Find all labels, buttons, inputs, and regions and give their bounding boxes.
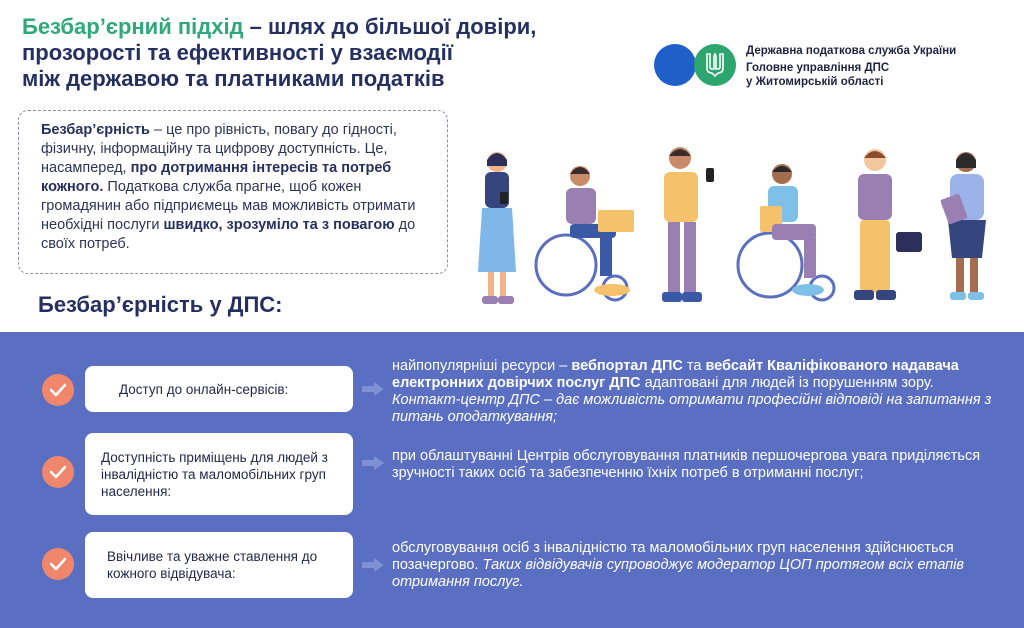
row1-desc-italic: Контакт-центр ДПС – дає можливість отримати професійні відповіді на запитання з питань оподаткування; <box>392 392 992 425</box>
person-woman-blue-dress <box>478 152 516 304</box>
person-man-briefcase <box>854 149 922 300</box>
row1-check-icon <box>42 374 74 406</box>
row2-label: Доступність приміщень для людей з інвалідністю та маломобільних груп населення: <box>101 449 328 499</box>
row3-label: Ввічливе та уважне ставлення до кожного відвідувача: <box>107 549 318 581</box>
row3-desc-italic: Таких відвідувачів супроводжує модератор ЦОП протягом всіх етапів отримання послуг. <box>392 557 964 590</box>
row1-description <box>392 358 992 426</box>
logo-blue-circle <box>654 44 696 86</box>
organization-name <box>746 44 956 89</box>
person-man-phone <box>662 147 714 302</box>
title-accent: Безбар’єрний підхід <box>22 14 244 39</box>
row3-arrow-icon <box>362 558 384 572</box>
row2-check-icon <box>42 456 74 488</box>
row2-arrow-icon <box>362 456 384 470</box>
row3-description <box>392 540 992 591</box>
row1-desc-bold-2: вебсайт Кваліфікованого надавача електронних довірчих послуг ДПС <box>392 358 959 391</box>
title-line2: прозорості та ефективності у взаємодії <box>22 40 453 65</box>
logo-line1: Державна податкова служба України <box>746 45 957 57</box>
logo-line2: Головне управління ДПС <box>746 62 890 74</box>
section-title: Безбар’єрність у ДПС: <box>38 292 283 317</box>
row1-label: Доступ до онлайн-сервісів: <box>119 381 289 397</box>
intro-bold-3: швидко, зрозуміло та з повагою <box>163 217 395 233</box>
row3-desc-1: обслуговування осіб з інвалідністю та маломобільних груп населення здійснюється позачергово. <box>392 540 954 573</box>
row1-arrow-icon <box>362 382 384 396</box>
row2-desc-1: при облаштуванні Центрів обслуговування платників першочергова увага приділяється зручності таких осіб та забезпеченню їхніх потреб в отриманні послуг; <box>392 448 981 481</box>
row3-check-icon <box>42 548 74 580</box>
row1-desc-3: адаптовані для людей із порушенням зору. <box>640 375 934 391</box>
intro-text-3: до своїх потреб. <box>41 217 416 252</box>
title-rest: – шлях до більшої довіри, <box>243 14 537 39</box>
intro-box <box>18 110 448 274</box>
person-wheelchair-laptop <box>536 166 634 300</box>
organization-logo <box>654 44 1014 90</box>
row1-desc-2: та <box>682 358 706 374</box>
row2-label-box <box>85 433 353 515</box>
intro-bold-1: Безбар’єрність <box>41 122 150 138</box>
people-illustration <box>470 140 1010 320</box>
intro-text-2: Податкова служба прагне, щоб кожен громадянин або підприємець мав можливість отримати необхідні послуги <box>41 179 416 233</box>
person-woman-tablet <box>940 152 986 300</box>
row1-desc-bold-1: вебпортал ДПС <box>571 358 683 374</box>
row1-desc-1: найпопулярніші ресурси – <box>392 358 572 374</box>
row3-label-box <box>85 532 353 598</box>
logo-green-circle <box>694 44 736 86</box>
page-title <box>22 14 582 92</box>
intro-text-1: – це про рівність, повагу до гідності, фізичну, інформаційну та цифрову доступність. Це, насамперед, <box>41 122 397 176</box>
title-line3: між державою та платниками податків <box>22 66 445 91</box>
row1-label-box <box>85 366 353 412</box>
intro-bold-2: про дотримання інтересів та потреб кожного. <box>41 160 392 195</box>
logo-line3: у Житомирській області <box>746 76 884 88</box>
row2-description <box>392 448 992 482</box>
trident-icon <box>705 52 725 78</box>
person-wheelchair-folder <box>738 164 834 300</box>
